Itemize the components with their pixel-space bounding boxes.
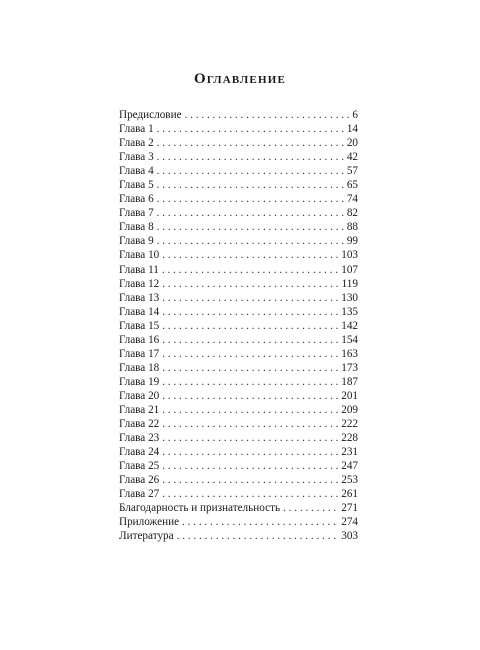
toc-list <box>119 108 358 543</box>
toc-entry-page-number: 20 <box>346 137 358 150</box>
toc-entry-page-number: 253 <box>341 474 358 487</box>
toc-entry <box>119 333 358 347</box>
toc-entry <box>119 136 358 150</box>
dot-leader <box>162 291 339 305</box>
toc-entry-page-number: 222 <box>341 418 358 431</box>
toc-entry-page-number: 173 <box>341 361 358 374</box>
toc-entry-label: Глава 9 <box>119 235 154 248</box>
toc-entry-label: Глава 23 <box>119 432 160 445</box>
toc-entry-page-number: 65 <box>346 179 358 192</box>
toc-entry-label: Глава 5 <box>119 179 154 192</box>
dot-leader <box>162 319 339 333</box>
toc-entry-label: Глава 18 <box>119 361 160 374</box>
dot-leader <box>162 403 339 417</box>
toc-entry-page-number: 231 <box>341 446 358 459</box>
toc-entry-label: Глава 24 <box>119 446 160 459</box>
toc-entry-label: Глава 1 <box>119 123 154 136</box>
toc-entry-label: Глава 10 <box>119 249 160 262</box>
toc-entry-label: Глава 21 <box>119 403 160 416</box>
toc-entry-page-number: 247 <box>341 460 358 473</box>
toc-entry <box>119 248 358 262</box>
toc-entry-page-number: 42 <box>346 151 358 164</box>
dot-leader <box>157 150 345 164</box>
toc-entry <box>119 192 358 206</box>
dot-leader <box>162 263 339 277</box>
dot-leader <box>157 220 345 234</box>
toc-entry <box>119 403 358 417</box>
dot-leader <box>162 389 339 403</box>
toc-entry <box>119 473 358 487</box>
toc-entry-label: Благодарность и признательность <box>119 502 281 515</box>
dot-leader <box>162 347 339 361</box>
toc-entry-page-number: 271 <box>341 502 358 515</box>
dot-leader <box>162 333 339 347</box>
dot-leader <box>162 487 339 501</box>
toc-entry-label: Предисловие <box>119 109 182 121</box>
dot-leader <box>157 234 345 248</box>
dot-leader <box>162 431 339 445</box>
toc-entry <box>119 150 358 164</box>
toc-entry <box>119 347 358 361</box>
toc-entry-page-number: 201 <box>341 389 358 402</box>
dot-leader <box>162 473 339 487</box>
dot-leader <box>162 417 339 431</box>
toc-entry-label: Глава 2 <box>119 137 154 150</box>
toc-entry-page-number: 130 <box>341 291 358 304</box>
toc-entry-page-number: 228 <box>341 432 358 445</box>
dot-leader <box>157 136 345 150</box>
toc-entry <box>119 515 358 529</box>
toc-entry-page-number: 14 <box>346 123 358 136</box>
toc-entry-page-number: 303 <box>341 530 358 543</box>
toc-entry-page-number: 6 <box>352 109 358 121</box>
toc-entry-page-number: 74 <box>346 193 358 206</box>
toc-entry <box>119 263 358 277</box>
dot-leader <box>162 459 339 473</box>
toc-title: Оглавление <box>193 71 287 87</box>
dot-leader <box>157 122 345 136</box>
toc-entry <box>119 319 358 333</box>
toc-entry-label: Глава 13 <box>119 291 160 304</box>
dot-leader <box>283 501 339 515</box>
toc-entry-page-number: 107 <box>341 263 358 276</box>
dot-leader <box>157 192 345 206</box>
dot-leader <box>162 361 339 375</box>
toc-entry-label: Глава 14 <box>119 305 160 318</box>
toc-entry-label: Глава 26 <box>119 474 160 487</box>
toc-entry-label: Глава 11 <box>119 263 159 276</box>
dot-leader <box>162 248 339 262</box>
toc-entry-page-number: 99 <box>346 235 358 248</box>
toc-entry-label: Глава 17 <box>119 347 160 360</box>
toc-entry-label: Глава 8 <box>119 221 154 234</box>
toc-entry-page-number: 261 <box>341 488 358 501</box>
toc-entry-page-number: 135 <box>341 305 358 318</box>
toc-entry <box>119 459 358 473</box>
toc-entry-page-number: 142 <box>341 319 358 332</box>
toc-entry <box>119 291 358 305</box>
toc-entry-page-number: 274 <box>341 516 358 529</box>
toc-entry-page-number: 187 <box>341 375 358 388</box>
toc-entry <box>119 277 358 291</box>
dot-leader <box>162 277 339 291</box>
toc-entry-page-number: 103 <box>341 249 358 262</box>
dot-leader <box>162 375 339 389</box>
toc-entry-label: Глава 27 <box>119 488 160 501</box>
toc-entry-page-number: 88 <box>346 221 358 234</box>
toc-entry <box>119 375 358 389</box>
toc-entry-label: Глава 19 <box>119 375 160 388</box>
toc-entry-label: Приложение <box>119 516 180 529</box>
toc-entry <box>119 122 358 136</box>
toc-entry <box>119 487 358 501</box>
toc-entry-label: Глава 3 <box>119 151 154 164</box>
toc-entry-label: Глава 25 <box>119 460 160 473</box>
dot-leader <box>185 108 351 122</box>
toc-entry-label: Глава 6 <box>119 193 154 206</box>
toc-entry-label: Глава 20 <box>119 389 160 402</box>
dot-leader <box>157 206 345 220</box>
toc-entry <box>119 305 358 319</box>
toc-entry <box>119 361 358 375</box>
toc-entry <box>119 178 358 192</box>
toc-entry-label: Глава 4 <box>119 165 154 178</box>
dot-leader <box>157 164 345 178</box>
toc-entry <box>119 417 358 431</box>
dot-leader <box>162 305 339 319</box>
toc-entry-page-number: 82 <box>346 207 358 220</box>
toc-entry-label: Глава 15 <box>119 319 160 332</box>
toc-entry <box>119 445 358 459</box>
toc-entry <box>119 164 358 178</box>
toc-entry <box>119 206 358 220</box>
toc-entry <box>119 108 358 122</box>
dot-leader <box>177 529 340 543</box>
dot-leader <box>182 515 339 529</box>
toc-entry-label: Литература <box>119 530 174 543</box>
toc-entry-label: Глава 22 <box>119 418 160 431</box>
toc-entry-page-number: 163 <box>341 347 358 360</box>
toc-entry-label: Глава 12 <box>119 277 160 290</box>
dot-leader <box>157 178 345 192</box>
toc-entry-page-number: 57 <box>346 165 358 178</box>
toc-entry-page-number: 119 <box>341 277 358 290</box>
toc-entry <box>119 389 358 403</box>
toc-entry-label: Глава 16 <box>119 333 160 346</box>
toc-entry <box>119 220 358 234</box>
toc-entry-label: Глава 7 <box>119 207 154 220</box>
toc-entry-page-number: 154 <box>341 333 358 346</box>
toc-entry <box>119 529 358 543</box>
toc-entry <box>119 431 358 445</box>
dot-leader <box>162 445 339 459</box>
toc-entry <box>119 234 358 248</box>
toc-entry-page-number: 209 <box>341 403 358 416</box>
toc-entry <box>119 501 358 515</box>
